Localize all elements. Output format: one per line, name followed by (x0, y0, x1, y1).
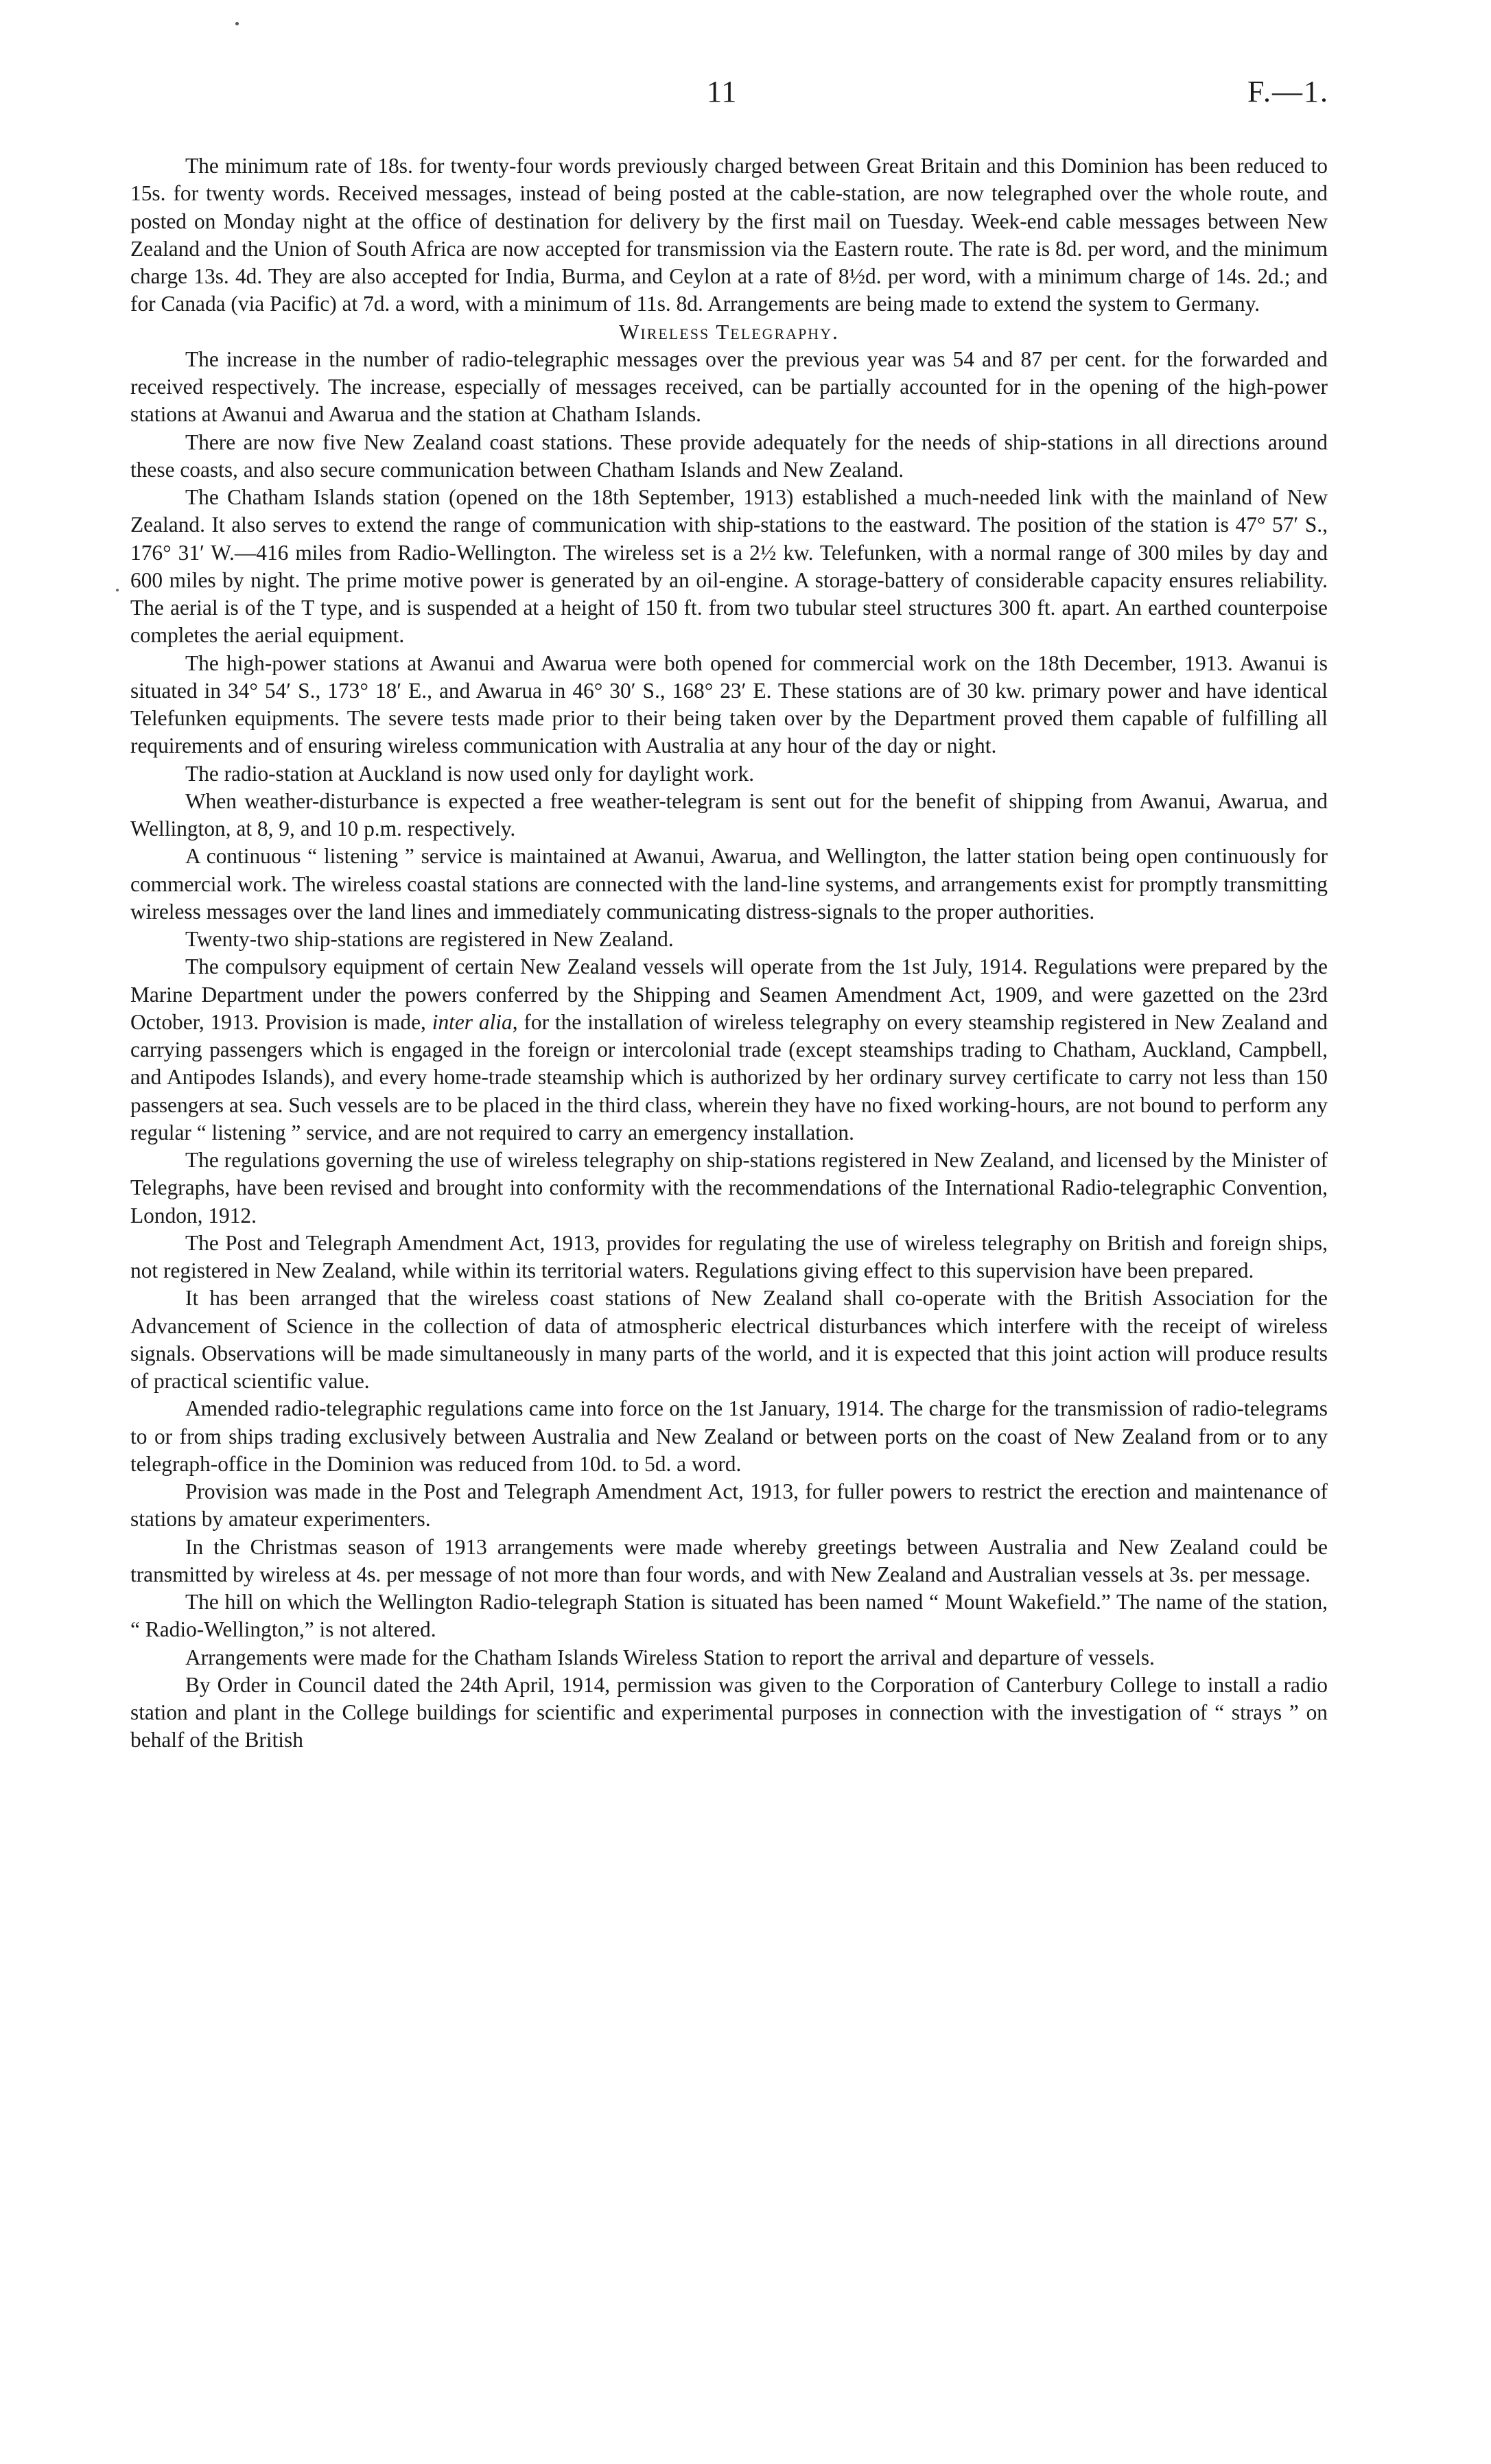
paragraph: When weather-disturbance is expected a free weather-telegram is sent out for the benefit of shipping from Awanui, Awarua, and Wellington, at 8, 9, and 10 p.m. respectively. (130, 788, 1328, 841)
document-body (130, 152, 1328, 1755)
text-span: , for the installation of wireless telegraphy on every steamship registered in New Zealand and carrying passengers which is engaged in the foreign or intercolonial trade (except steamships trading to Chatham, Auckland, Campbell, and Antipodes Islands), and every home-trade steamship which is authorized by her ordinary survey certificate to carry not less than 150 passengers at sea. Such vessels are to be placed in the third class, wherein they have no fixed working-hours, are not bound to perform any regular “ listening ” service, and are not required to carry an emergency installation. (130, 1009, 1328, 1145)
italic-phrase: inter alia (432, 1009, 513, 1034)
paragraph: The Chatham Islands station (opened on the 18th September, 1913) established a much-needed link with the mainland of New Zealand. It also serves to extend the range of communication with ship-stations to the eastward. The position of the station is 47° 57′ S., 176° 31′ W.—416 miles from Radio-Wellington. The wireless set is a 2½ kw. Telefunken, with a normal range of 300 miles by day and 600 miles by night. The prime motive power is generated by an oil-engine. A storage-battery of considerable capacity ensures reliability. The aerial is of the T type, and is suspended at a height of 150 ft. from two tubular steel structures 300 ft. apart. An earthed counterpoise completes the aerial equipment. (130, 485, 1328, 648)
paragraph-compulsory-equipment (130, 953, 1328, 1147)
paragraph: In the Christmas season of 1913 arrangements were made whereby greetings between Australia and New Zealand could be transmitted by wireless at 4s. per message of not more than four words, and with New Zealand and Australian vessels at 3s. per message. (130, 1534, 1328, 1586)
paragraph: A continuous “ listening ” service is maintained at Awanui, Awarua, and Wellington, the latter station being open continuously for commercial work. The wireless coastal stations are connected with the land-line systems, and arrangements exist for promptly transmitting wireless messages over the land lines and immediately communicating distress-signals to the proper authorities. (130, 844, 1328, 924)
paragraph: Provision was made in the Post and Telegraph Amendment Act, 1913, for fuller powers to restrict the erection and maintenance of stations by amateur experimenters. (130, 1479, 1328, 1532)
paragraph: The increase in the number of radio-telegraphic messages over the previous year was 54 and 87 per cent. for the forwarded and received respectively. The increase, especially of messages received, can be partially accounted for in the opening of the high-power stations at Awanui and Awarua and the station at Chatham Islands. (130, 347, 1328, 427)
paragraph: There are now five New Zealand coast stations. These provide adequately for the needs of ship-stations in all directions around these coasts, and also secure communication between Chatham Islands and New Zealand. (130, 430, 1328, 482)
text-span: The compulsory equipment of certain New Zealand vessels will operate from the 1st July, 1914. Regulations were prepared by the Marine Department under the powers conferred by the Shipping and Seamen Amendment Act, 1909, and were gazetted on the 23rd October, 1913. Provision is made, (130, 954, 1328, 1034)
page-reference: F.—1. (1247, 75, 1329, 108)
paragraph: It has been arranged that the wireless coast stations of New Zealand shall co-operate with the British Association for the Advancement of Science in the collection of data of atmospheric electrical disturbances which interfere with the receipt of wireless signals. Observations will be made simultaneously in many parts of the world, and it is expected that this joint action will produce results of practical scientific value. (130, 1286, 1328, 1393)
paragraph: The Post and Telegraph Amendment Act, 1913, provides for regulating the use of wireless telegraphy on British and foreign ships, not registered in New Zealand, while within its territorial waters. Regulations giving effect to this supervision have been prepared. (130, 1230, 1328, 1282)
paragraph: The regulations governing the use of wireless telegraphy on ship-stations registered in New Zealand, and licensed by the Minister of Telegraphs, have been revised and brought into conformity with the recommendations of the International Radio-telegraphic Convention, London, 1912. (130, 1148, 1328, 1228)
ink-speck (235, 22, 239, 25)
ink-speck (116, 589, 119, 591)
paragraph: The radio-station at Auckland is now used only for daylight work. (185, 761, 755, 786)
paragraph: Arrangements were made for the Chatham Islands Wireless Station to report the arrival and departure of vessels. (185, 1645, 1155, 1669)
paragraph: The hill on which the Wellington Radio-telegraph Station is situated has been named “ Mount Wakefield.” The name of the station, “ Radio-Wellington,” is not altered. (130, 1590, 1328, 1642)
page-number: 11 (707, 75, 738, 108)
paragraph: Twenty-two ship-stations are registered in New Zealand. (185, 927, 674, 951)
paragraph: The high-power stations at Awanui and Awarua were both opened for commercial work on the 18th December, 1913. Awanui is situated in 34° 54′ S., 173° 18′ E., and Awarua in 46° 30′ S., 168° 23′ E. These stations are of 30 kw. primary power and have identical Telefunken equipments. The severe tests made prior to their being taken over by the Department proved them capable of fulfilling all requirements and of ensuring wireless communication with Australia at any hour of the day or night. (130, 650, 1328, 758)
section-heading-wireless-telegraphy: Wireless Telegraphy. (619, 319, 839, 344)
paragraph-cable-rates: The minimum rate of 18s. for twenty-four words previously charged between Great Britain and this Dominion has been reduced to 15s. for twenty words. Received messages, instead of being posted at the cable-station, are now telegraphed over the whole route, and posted on Monday night at the office of destination for delivery by the first mail on Tuesday. Week-end cable messages between New Zealand and the Union of South Africa are now accepted for transmission via the Eastern route. The rate is 8d. per word, and the minimum charge 13s. 4d. They are also accepted for India, Burma, and Ceylon at a rate of 8½d. per word, with a minimum charge of 14s. 2d.; and for Canada (via Pacific) at 7d. a word, with a minimum of 11s. 8d. Arrangements are being made to extend the system to Germany. (130, 154, 1328, 316)
paragraph: Amended radio-telegraphic regulations came into force on the 1st January, 1914. The charge for the transmission of radio-telegrams to or from ships trading exclusively between Australia and New Zealand or between ports on the coast of New Zealand from or to any telegraph-office in the Dominion was reduced from 10d. to 5d. a word. (130, 1396, 1328, 1476)
paragraph: By Order in Council dated the 24th April, 1914, permission was given to the Corporation of Canterbury College to install a radio station and plant in the College buildings for scientific and experimental purposes in connection with the investigation of “ strays ” on behalf of the British (130, 1672, 1328, 1752)
